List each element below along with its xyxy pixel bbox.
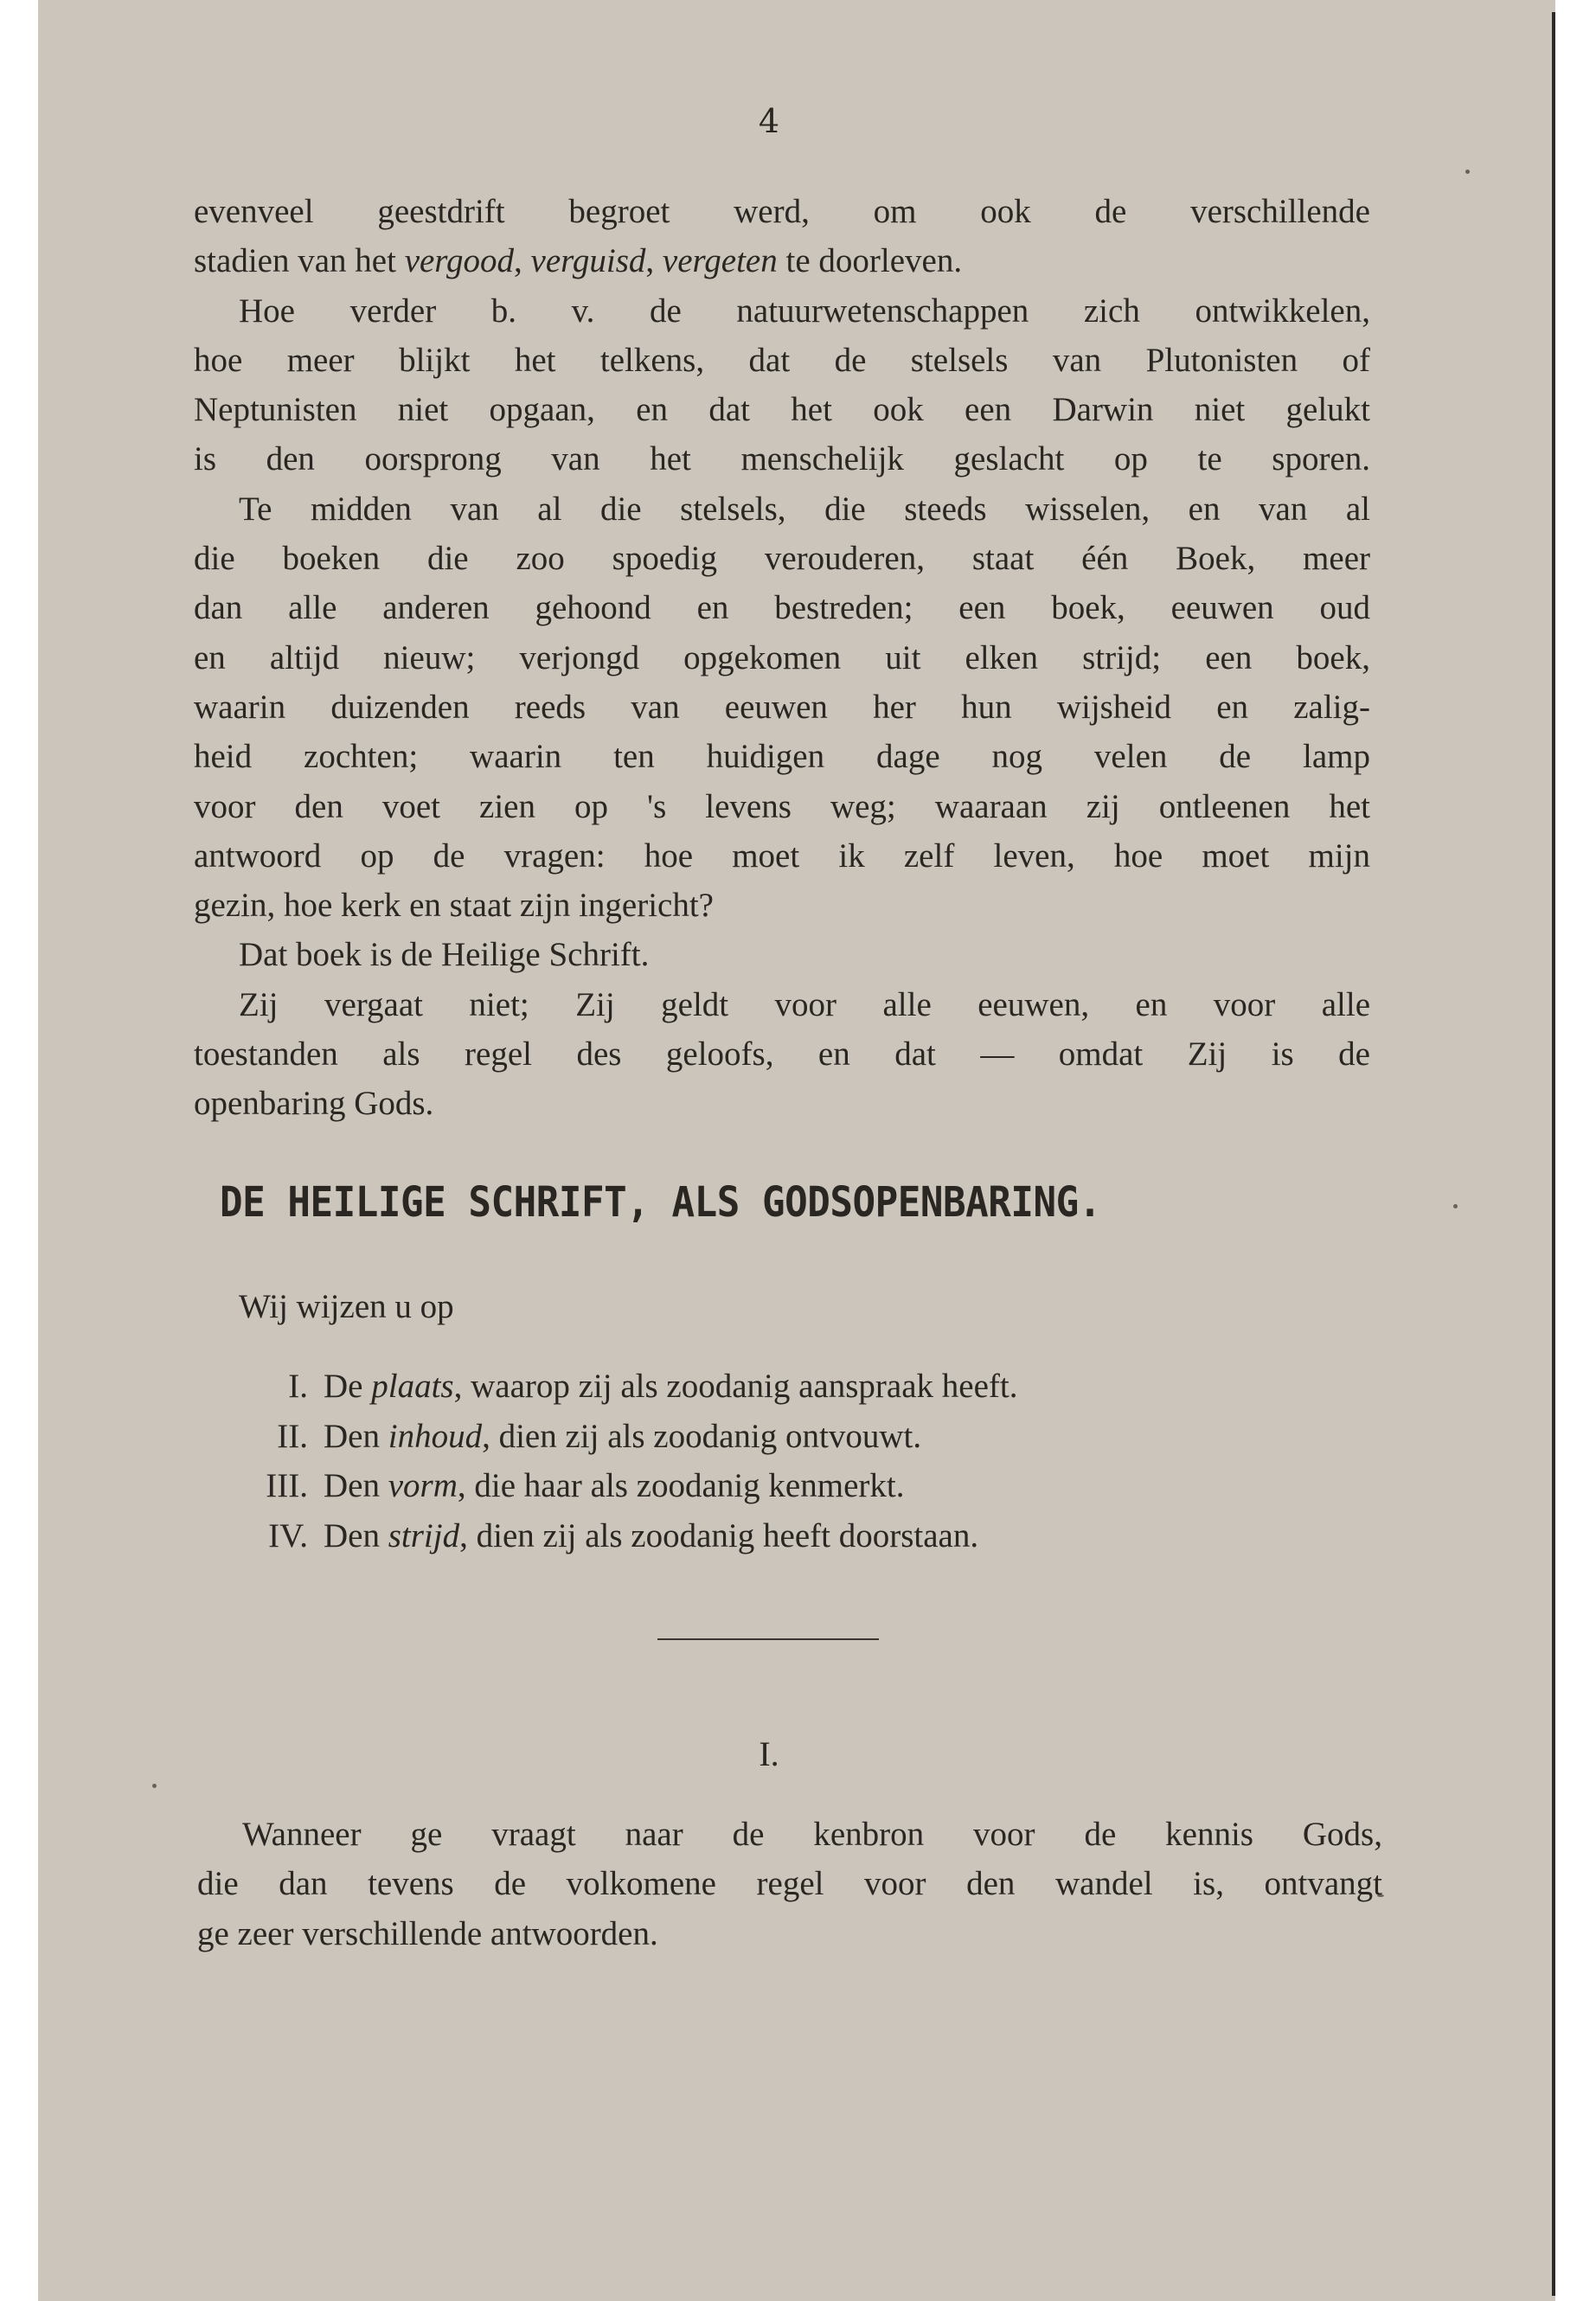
text-line: Wanneer ge vraagt naar de kenbron voor de kennis Gods,	[242, 1816, 1382, 1853]
list-numeral: I.	[288, 1368, 308, 1405]
text-span: , waarop zij als zoodanig aanspraak heeft.	[453, 1368, 1018, 1405]
list-numeral: III.	[266, 1467, 308, 1504]
text-line: voor den voet zien op 's levens weg; waaraan zij ontleenen het	[194, 787, 1370, 825]
italic-term: strijd	[388, 1516, 460, 1554]
section-divider	[657, 1638, 879, 1640]
text-line: hoe meer blijkt het telkens, dat de stelsels van Plutonisten of	[194, 341, 1370, 379]
outline-list	[239, 1367, 1017, 1566]
text-line: ge zeer verschillende antwoorden.	[197, 1914, 658, 1952]
list-numeral: II.	[277, 1417, 308, 1455]
text-line: is den oorsprong van het menschelijk geslacht op te sporen.	[194, 440, 1370, 478]
text-line: gezin, hoe kerk en staat zijn ingericht?	[194, 887, 714, 925]
text-span: , dien zij als zoodanig ontvouwt.	[482, 1417, 922, 1455]
italic-term: verguisd	[530, 242, 646, 280]
text-line: antwoord op de vragen: hoe moet ik zelf leven, hoe moet mijn	[194, 836, 1370, 875]
text-line: openbaring Gods.	[194, 1085, 434, 1123]
list-text	[324, 1417, 921, 1456]
paper-speck	[1465, 170, 1470, 174]
text-span: De	[324, 1368, 372, 1405]
text-span: Den	[324, 1467, 388, 1504]
text-line: en altijd nieuw; verjongd opgekomen uit elken strijd; een boek,	[194, 638, 1370, 676]
list-item	[239, 1367, 1017, 1417]
text-line: Te midden van al die stelsels, die steeds wisselen, en van al	[239, 490, 1370, 528]
section-heading: DE HEILIGE SCHRIFT, ALS GODSOPENBARING.	[220, 1178, 1101, 1227]
intro-paragraph	[194, 187, 1370, 286]
italic-term: inhoud	[388, 1417, 483, 1455]
text-line: waarin duizenden reeds van eeuwen her hun wijsheid en zalig-	[194, 688, 1370, 726]
text-span: ,	[645, 242, 663, 280]
paper-speck	[1453, 1204, 1458, 1208]
text-line: Dat boek is de Heilige Schrift.	[239, 936, 650, 974]
italic-term: plaats	[371, 1368, 454, 1405]
paragraph-2	[194, 286, 1370, 484]
paragraph-4	[194, 930, 1370, 979]
italic-term: vergood	[404, 242, 515, 280]
body-text-bottom	[197, 1810, 1382, 1958]
closing-paragraph	[197, 1810, 1382, 1958]
text-line: Zij vergaat niet; Zij geldt voor alle eeuwen, en voor alle	[239, 985, 1370, 1023]
italic-term: vergeten	[662, 242, 778, 280]
text-line: Hoe verder b. v. de natuurwetenschappen zich ontwikkelen,	[239, 292, 1370, 330]
text-span: , dien zij als zoodanig heeft doorstaan.	[459, 1516, 979, 1554]
section-number: I.	[759, 1734, 779, 1773]
page-number: 4	[758, 102, 780, 140]
text-span: Den	[324, 1417, 388, 1455]
text-line: Neptunisten niet opgaan, en dat het ook een Darwin niet gelukt	[194, 391, 1370, 429]
text-span: ,	[514, 242, 531, 280]
list-text	[324, 1466, 904, 1505]
list-item	[239, 1466, 1017, 1516]
paper-speck	[152, 1784, 157, 1788]
text-line: heid zochten; waarin ten huidigen dage nog velen de lamp	[194, 738, 1370, 776]
text-line: toestanden als regel des geloofs, en dat — omdat Zij is de	[194, 1035, 1370, 1074]
text-span: stadien van het	[194, 242, 405, 280]
text-line: die dan tevens de volkomene regel voor den wandel is, ontvangt	[197, 1865, 1382, 1903]
list-numeral: IV.	[268, 1516, 308, 1554]
paragraph-5	[194, 980, 1370, 1129]
text-line: dan alle anderen gehoond en bestreden; een boek, eeuwen oud	[194, 589, 1370, 627]
list-item	[239, 1516, 1017, 1567]
list-text	[324, 1516, 978, 1555]
text-span: Den	[324, 1516, 388, 1554]
list-intro: Wij wijzen u op	[239, 1288, 454, 1325]
text-span: , die haar als zoodanig kenmerkt.	[457, 1467, 905, 1504]
page-edge-shadow	[1552, 12, 1555, 2296]
paragraph-3	[194, 484, 1370, 931]
scanned-page	[38, 0, 1555, 2301]
list-item	[239, 1417, 1017, 1467]
body-text-top	[194, 187, 1370, 1129]
text-line	[194, 236, 1370, 285]
text-line: die boeken die zoo spoedig verouderen, staat één Boek, meer	[194, 540, 1370, 578]
text-line: evenveel geestdrift begroet werd, om ook de verschillende	[194, 193, 1370, 230]
italic-term: vorm	[388, 1467, 458, 1504]
text-span: te doorleven.	[777, 242, 963, 280]
list-text	[324, 1367, 1017, 1406]
